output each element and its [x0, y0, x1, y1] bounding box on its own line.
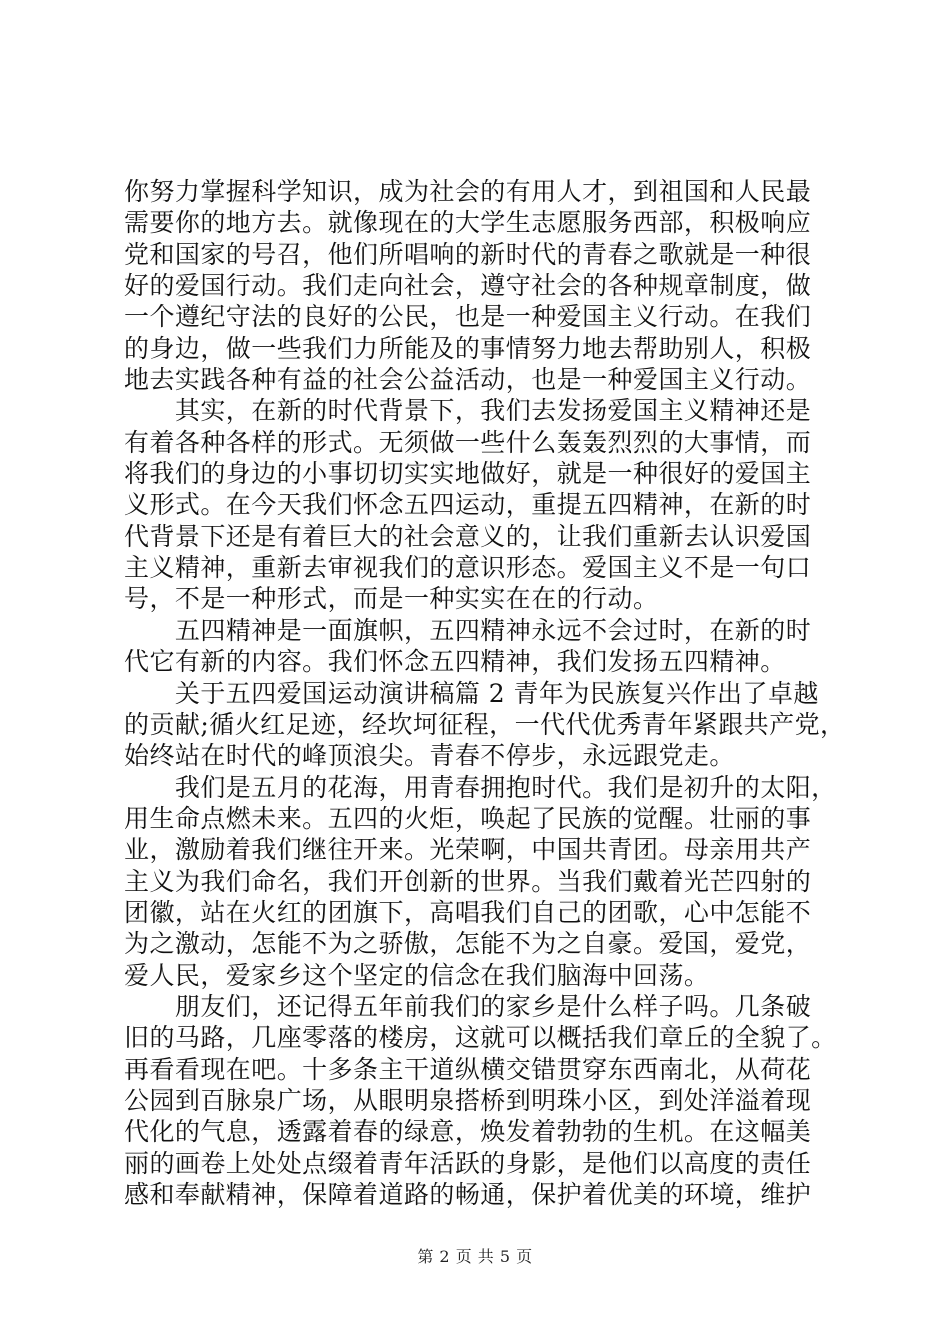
text-line: 其实，在新的时代背景下，我们去发扬爱国主义精神还是 [124, 396, 812, 426]
text-line: 党和国家的号召，他们所唱响的新时代的青春之歌就是一种很 [124, 239, 812, 269]
text-line: 一个遵纪守法的良好的公民，也是一种爱国主义行动。在我们 [124, 302, 812, 332]
text-line: 需要你的地方去。就像现在的大学生志愿服务西部，积极响应 [124, 208, 812, 238]
text-line: 始终站在时代的峰顶浪尖。青春不停步，永远跟党走。 [124, 741, 735, 771]
text-line: 朋友们，还记得五年前我们的家乡是什么样子吗。几条破 [124, 991, 812, 1021]
body-text [124, 176, 846, 1210]
text-line: 我们是五月的花海，用青春拥抱时代。我们是初升的太阳， [124, 772, 837, 802]
text-line: 爱人民，爱家乡这个坚定的信念在我们脑海中回荡。 [124, 960, 710, 990]
text-line: 主义为我们命名，我们开创新的世界。当我们戴着光芒四射的 [124, 866, 812, 896]
text-line: 代化的气息，透露着春的绿意，焕发着勃勃的生机。在这幅美 [124, 1117, 812, 1147]
text-line: 好的爱国行动。我们走向社会，遵守社会的各种规章制度，做 [124, 271, 812, 301]
text-line: 感和奉献精神，保障着道路的畅通，保护着优美的环境，维护 [124, 1180, 812, 1209]
text-line: 有着各种各样的形式。无须做一些什么轰轰烈烈的大事情，而 [124, 427, 812, 457]
text-line: 号，不是一种形式，而是一种实实在在的行动。 [124, 584, 659, 614]
text-line: 为之激动，怎能不为之骄傲，怎能不为之自豪。爱国，爱党， [124, 929, 812, 959]
text-line: 关于五四爱国运动演讲稿篇 2 青年为民族复兴作出了卓越 [124, 678, 819, 708]
text-line: 义形式。在今天我们怀念五四运动，重提五四精神，在新的时 [124, 490, 812, 520]
text-line: 你努力掌握科学知识，成为社会的有用人才，到祖国和人民最 [124, 177, 812, 206]
text-line: 五四精神是一面旗帜，五四精神永远不会过时，在新的时 [124, 615, 812, 645]
text-line: 将我们的身边的小事切切实实地做好，就是一种很好的爱国主 [124, 459, 812, 489]
text-line: 旧的马路，几座零落的楼房，这就可以概括我们章丘的全貌了。 [124, 1023, 837, 1053]
text-line: 代背景下还是有着巨大的社会意义的，让我们重新去认识爱国 [124, 521, 812, 551]
text-line: 主义精神，重新去审视我们的意识形态。爱国主义不是一句口 [124, 553, 812, 583]
page-footer: 第 2 页 共 5 页 [417, 1247, 533, 1266]
text-line: 的贡献;循火红足迹，经坎坷征程，一代代优秀青年紧跟共产党， [124, 709, 846, 739]
text-line: 公园到百脉泉广场，从眼明泉搭桥到明珠小区，到处洋溢着现 [124, 1085, 812, 1115]
text-line: 代它有新的内容。我们怀念五四精神，我们发扬五四精神。 [124, 647, 786, 677]
text-line: 再看看现在吧。十多条主干道纵横交错贯穿东西南北，从荷花 [124, 1054, 812, 1084]
text-line: 业，激励着我们继往开来。光荣啊，中国共青团。母亲用共产 [124, 835, 812, 865]
text-line: 团徽，站在火红的团旗下，高唱我们自己的团歌，心中怎能不 [124, 897, 812, 927]
text-line: 用生命点燃未来。五四的火炬，唤起了民族的觉醒。壮丽的事 [124, 803, 812, 833]
text-line: 的身边，做一些我们力所能及的事情努力地去帮助别人，积极 [124, 333, 812, 363]
text-line: 地去实践各种有益的社会公益活动，也是一种爱国主义行动。 [124, 365, 812, 395]
text-line: 丽的画卷上处处点缀着青年活跃的身影，是他们以高度的责任 [124, 1148, 812, 1178]
